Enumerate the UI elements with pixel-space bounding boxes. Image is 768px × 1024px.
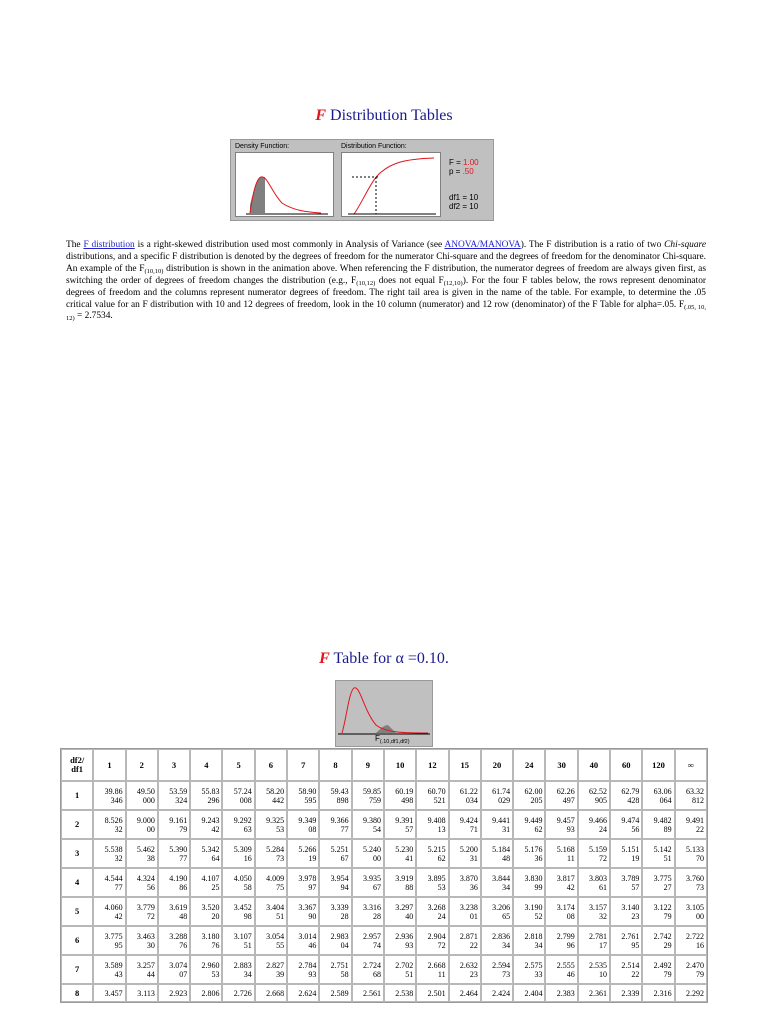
column-header: 12 bbox=[416, 749, 448, 781]
table-cell: 3.452 98 bbox=[222, 897, 254, 926]
table-cell: 3.297 40 bbox=[384, 897, 416, 926]
table-row bbox=[61, 897, 707, 926]
table-cell: 9.441 31 bbox=[481, 810, 513, 839]
table-cell: 3.520 20 bbox=[190, 897, 222, 926]
table-cell: 3.107 51 bbox=[222, 926, 254, 955]
table-cell: 9.457 93 bbox=[545, 810, 577, 839]
table-cell: 63.32 812 bbox=[675, 781, 707, 810]
table-cell: 2.424 bbox=[481, 984, 513, 1002]
table-cell: 3.206 65 bbox=[481, 897, 513, 926]
table-cell: 2.589 bbox=[319, 984, 351, 1002]
table-row bbox=[61, 984, 707, 1002]
table-cell: 5.215 62 bbox=[416, 839, 448, 868]
column-header: 10 bbox=[384, 749, 416, 781]
table-cell: 5.240 00 bbox=[352, 839, 384, 868]
table-cell: 2.470 79 bbox=[675, 955, 707, 984]
table-cell: 3.404 51 bbox=[255, 897, 287, 926]
table-cell: 2.784 93 bbox=[287, 955, 319, 984]
table-cell: 2.668 bbox=[255, 984, 287, 1002]
table-cell: 60.19 498 bbox=[384, 781, 416, 810]
column-header: 9 bbox=[352, 749, 384, 781]
column-header: 8 bbox=[319, 749, 351, 781]
table-cell: 49.50 000 bbox=[126, 781, 158, 810]
table-cell: 3.935 67 bbox=[352, 868, 384, 897]
f-table-alpha-010 bbox=[60, 748, 708, 1003]
table-row bbox=[61, 810, 707, 839]
table-cell: 9.408 13 bbox=[416, 810, 448, 839]
table-cell: 5.142 51 bbox=[642, 839, 674, 868]
table-cell: 5.390 77 bbox=[158, 839, 190, 868]
table-cell: 3.978 97 bbox=[287, 868, 319, 897]
f-distribution-link[interactable]: F distribution bbox=[83, 240, 135, 250]
table-cell: 3.457 bbox=[93, 984, 125, 1002]
table-cell: 3.157 32 bbox=[578, 897, 610, 926]
row-header: 8 bbox=[61, 984, 93, 1002]
table-cell: 9.380 54 bbox=[352, 810, 384, 839]
table-row bbox=[61, 926, 707, 955]
table-cell: 2.383 bbox=[545, 984, 577, 1002]
table-cell: 3.895 53 bbox=[416, 868, 448, 897]
table-cell: 58.90 595 bbox=[287, 781, 319, 810]
table-cell: 3.054 55 bbox=[255, 926, 287, 955]
density-function-label: Density Function: bbox=[235, 143, 290, 150]
table-cell: 2.555 46 bbox=[545, 955, 577, 984]
table-cell: 3.870 36 bbox=[449, 868, 481, 897]
table-cell: 60.70 521 bbox=[416, 781, 448, 810]
tail-area-curve bbox=[336, 681, 432, 736]
corner-header: df2/ df1 bbox=[61, 749, 93, 781]
column-header: 6 bbox=[255, 749, 287, 781]
table-cell: 3.014 46 bbox=[287, 926, 319, 955]
table-cell: 3.367 90 bbox=[287, 897, 319, 926]
distribution-function-label: Distribution Function: bbox=[341, 143, 407, 150]
cdf-curve-graphic bbox=[342, 153, 440, 216]
table-cell: 5.200 31 bbox=[449, 839, 481, 868]
table-cell: 2.594 73 bbox=[481, 955, 513, 984]
table-cell: 2.464 bbox=[449, 984, 481, 1002]
anova-manova-link[interactable]: ANOVA/MANOVA bbox=[444, 240, 521, 250]
table-cell: 3.803 61 bbox=[578, 868, 610, 897]
table-cell: 9.325 53 bbox=[255, 810, 287, 839]
table-cell: 2.726 bbox=[222, 984, 254, 1002]
row-header: 4 bbox=[61, 868, 93, 897]
table-cell: 2.836 34 bbox=[481, 926, 513, 955]
density-curve-graphic bbox=[236, 153, 333, 216]
table-cell: 5.151 19 bbox=[610, 839, 642, 868]
table-cell: 3.817 42 bbox=[545, 868, 577, 897]
table-cell: 2.292 bbox=[675, 984, 707, 1002]
table-cell: 2.561 bbox=[352, 984, 384, 1002]
table-cell: 9.491 22 bbox=[675, 810, 707, 839]
cdf-plot bbox=[341, 152, 441, 217]
row-header: 2 bbox=[61, 810, 93, 839]
table-cell: 9.474 56 bbox=[610, 810, 642, 839]
table-cell: 2.923 bbox=[158, 984, 190, 1002]
table-cell: 2.936 93 bbox=[384, 926, 416, 955]
table-cell: 3.316 28 bbox=[352, 897, 384, 926]
column-header: 1 bbox=[93, 749, 125, 781]
table-cell: 62.52 905 bbox=[578, 781, 610, 810]
table-cell: 3.919 88 bbox=[384, 868, 416, 897]
table-cell: 3.268 24 bbox=[416, 897, 448, 926]
table-cell: 3.830 99 bbox=[513, 868, 545, 897]
table-cell: 53.59 324 bbox=[158, 781, 190, 810]
table-cell: 5.342 64 bbox=[190, 839, 222, 868]
table-cell: 5.230 41 bbox=[384, 839, 416, 868]
table-cell: 2.781 17 bbox=[578, 926, 610, 955]
table-cell: 2.632 23 bbox=[449, 955, 481, 984]
column-header: 5 bbox=[222, 749, 254, 781]
table-cell: 3.113 bbox=[126, 984, 158, 1002]
table-cell: 5.266 19 bbox=[287, 839, 319, 868]
table-row bbox=[61, 839, 707, 868]
table-cell: 2.904 72 bbox=[416, 926, 448, 955]
table-cell: 5.309 16 bbox=[222, 839, 254, 868]
table-cell: 3.779 72 bbox=[126, 897, 158, 926]
row-header: 5 bbox=[61, 897, 93, 926]
table-cell: 9.424 71 bbox=[449, 810, 481, 839]
table-cell: 3.789 57 bbox=[610, 868, 642, 897]
table-cell: 2.535 10 bbox=[578, 955, 610, 984]
table-cell: 3.180 76 bbox=[190, 926, 222, 955]
table-cell: 3.463 30 bbox=[126, 926, 158, 955]
table-cell: 9.466 24 bbox=[578, 810, 610, 839]
table-cell: 8.526 32 bbox=[93, 810, 125, 839]
table-cell: 3.074 07 bbox=[158, 955, 190, 984]
df1-readout: df1 = 10 bbox=[449, 193, 479, 202]
table-row bbox=[61, 868, 707, 897]
density-plot bbox=[235, 152, 334, 217]
table-row bbox=[61, 781, 707, 810]
table-cell: 5.133 70 bbox=[675, 839, 707, 868]
column-header: 20 bbox=[481, 749, 513, 781]
table-row bbox=[61, 955, 707, 984]
table-cell: 9.243 42 bbox=[190, 810, 222, 839]
row-header: 1 bbox=[61, 781, 93, 810]
table-cell: 59.85 759 bbox=[352, 781, 384, 810]
table-cell: 2.724 68 bbox=[352, 955, 384, 984]
table-cell: 2.538 bbox=[384, 984, 416, 1002]
table-cell: 3.257 44 bbox=[126, 955, 158, 984]
table-cell: 5.462 38 bbox=[126, 839, 158, 868]
intro-paragraph: The F distribution is a right-skewed distribution used most commonly in Analysis of Variance (see ANOVA/MANOVA). The F distribution is a ratio of two Chi-square distributions, and a specific F distribution is denoted by the degrees of freedom for the numerator Chi-square and the degrees of freedom for the denominator Chi-square. An example of the $F_{(10,10)}$ distribution is shown in the animation above. When referencing the F distribution, the numerator degrees of freedom are always given first, as switching the order of degrees of freedom changes the distribution (e.g., $F_{(10,12)}$ does not equal $F_{(12,10)}$). For the four F tables below, the rows represent denominator degrees of freedom and the columns represent numerator degrees of freedom. The right tail area is given in the name of the table. For example, to determine the .05 critical value for an F distribution with 10 and 12 degrees of freedom, look in the 10 column (numerator) and 12 row (denominator) of the F Table for alpha=.05. $F_{(.05, 10, 12)} = 2.7534$. bbox=[66, 240, 707, 323]
table-cell: 2.702 51 bbox=[384, 955, 416, 984]
table-cell: 9.366 77 bbox=[319, 810, 351, 839]
table-cell: 5.251 67 bbox=[319, 839, 351, 868]
column-header: 40 bbox=[578, 749, 610, 781]
table-cell: 5.184 48 bbox=[481, 839, 513, 868]
column-header: 4 bbox=[190, 749, 222, 781]
table-cell: 4.544 77 bbox=[93, 868, 125, 897]
table-cell: 3.589 43 bbox=[93, 955, 125, 984]
column-header: 2 bbox=[126, 749, 158, 781]
table-cell: 2.806 bbox=[190, 984, 222, 1002]
table-cell: 2.883 34 bbox=[222, 955, 254, 984]
column-header: ∞ bbox=[675, 749, 707, 781]
table-cell: 2.722 16 bbox=[675, 926, 707, 955]
table-cell: 5.176 36 bbox=[513, 839, 545, 868]
table-cell: 58.20 442 bbox=[255, 781, 287, 810]
table-cell: 62.79 428 bbox=[610, 781, 642, 810]
table-cell: 2.316 bbox=[642, 984, 674, 1002]
table-cell: 5.284 73 bbox=[255, 839, 287, 868]
table-cell: 4.190 86 bbox=[158, 868, 190, 897]
page-title bbox=[0, 107, 768, 125]
column-header: 30 bbox=[545, 749, 577, 781]
table-cell: 2.957 74 bbox=[352, 926, 384, 955]
table-cell: 3.174 08 bbox=[545, 897, 577, 926]
p-value-readout: p = .50 bbox=[449, 167, 474, 176]
table-cell: 3.238 01 bbox=[449, 897, 481, 926]
table-header-row bbox=[61, 749, 707, 781]
table-cell: 2.827 39 bbox=[255, 955, 287, 984]
table-cell: 2.668 11 bbox=[416, 955, 448, 984]
column-header: 7 bbox=[287, 749, 319, 781]
table-cell: 5.538 32 bbox=[93, 839, 125, 868]
table-cell: 2.404 bbox=[513, 984, 545, 1002]
table-cell: 4.324 56 bbox=[126, 868, 158, 897]
table-cell: 3.339 28 bbox=[319, 897, 351, 926]
table-cell: 63.06 064 bbox=[642, 781, 674, 810]
table-cell: 4.009 75 bbox=[255, 868, 287, 897]
f-value-readout: F = 1.00 bbox=[449, 158, 479, 167]
table-cell: 5.168 11 bbox=[545, 839, 577, 868]
row-header: 3 bbox=[61, 839, 93, 868]
table-cell: 9.000 00 bbox=[126, 810, 158, 839]
row-header: 7 bbox=[61, 955, 93, 984]
table-cell: 3.775 95 bbox=[93, 926, 125, 955]
table-cell: 2.492 79 bbox=[642, 955, 674, 984]
table-cell: 2.501 bbox=[416, 984, 448, 1002]
f-table-title: F Table for α =0.10. bbox=[319, 650, 449, 667]
table-cell: 2.761 95 bbox=[610, 926, 642, 955]
table-cell: 3.122 79 bbox=[642, 897, 674, 926]
table-cell: 39.86 346 bbox=[93, 781, 125, 810]
table-cell: 3.190 52 bbox=[513, 897, 545, 926]
table-cell: 3.760 73 bbox=[675, 868, 707, 897]
table-cell: 3.140 23 bbox=[610, 897, 642, 926]
table-cell: 9.391 57 bbox=[384, 810, 416, 839]
df2-readout: df2 = 10 bbox=[449, 202, 479, 211]
column-header: 15 bbox=[449, 749, 481, 781]
table-cell: 4.050 58 bbox=[222, 868, 254, 897]
table-cell: 4.107 25 bbox=[190, 868, 222, 897]
table-cell: 5.159 72 bbox=[578, 839, 610, 868]
table-cell: 3.844 34 bbox=[481, 868, 513, 897]
column-header: 24 bbox=[513, 749, 545, 781]
column-header: 120 bbox=[642, 749, 674, 781]
table-cell: 3.105 00 bbox=[675, 897, 707, 926]
table-cell: 2.514 22 bbox=[610, 955, 642, 984]
table-cell: 2.983 04 bbox=[319, 926, 351, 955]
table-cell: 2.751 58 bbox=[319, 955, 351, 984]
table-cell: 2.960 53 bbox=[190, 955, 222, 984]
table-cell: 2.818 34 bbox=[513, 926, 545, 955]
column-header: 3 bbox=[158, 749, 190, 781]
table-cell: 59.43 898 bbox=[319, 781, 351, 810]
title-text: Distribution Tables bbox=[326, 107, 453, 124]
table-cell: 55.83 296 bbox=[190, 781, 222, 810]
title-f: F bbox=[315, 107, 327, 124]
row-header: 6 bbox=[61, 926, 93, 955]
table-cell: 2.624 bbox=[287, 984, 319, 1002]
table-cell: 4.060 42 bbox=[93, 897, 125, 926]
table-cell: 62.00 205 bbox=[513, 781, 545, 810]
table-cell: 9.161 79 bbox=[158, 810, 190, 839]
table-cell: 2.742 29 bbox=[642, 926, 674, 955]
table-cell: 57.24 008 bbox=[222, 781, 254, 810]
tail-area-graphic bbox=[335, 680, 433, 747]
column-header: 60 bbox=[610, 749, 642, 781]
table-cell: 2.575 33 bbox=[513, 955, 545, 984]
table-cell: 2.799 96 bbox=[545, 926, 577, 955]
table-cell: 2.361 bbox=[578, 984, 610, 1002]
table-cell: 3.775 27 bbox=[642, 868, 674, 897]
table-cell: 9.449 62 bbox=[513, 810, 545, 839]
table-cell: 3.954 94 bbox=[319, 868, 351, 897]
table-cell: 3.288 76 bbox=[158, 926, 190, 955]
table-cell: 9.292 63 bbox=[222, 810, 254, 839]
table-cell: 2.339 bbox=[610, 984, 642, 1002]
table-cell: 61.22 034 bbox=[449, 781, 481, 810]
table-cell: 2.871 22 bbox=[449, 926, 481, 955]
distribution-animation-panel bbox=[230, 139, 494, 221]
table-cell: 3.619 48 bbox=[158, 897, 190, 926]
tail-area-label: $F_{(.10,df1,df2)}$ bbox=[375, 734, 410, 745]
table-cell: 62.26 497 bbox=[545, 781, 577, 810]
table-cell: 61.74 029 bbox=[481, 781, 513, 810]
table-cell: 9.482 89 bbox=[642, 810, 674, 839]
table-cell: 9.349 08 bbox=[287, 810, 319, 839]
